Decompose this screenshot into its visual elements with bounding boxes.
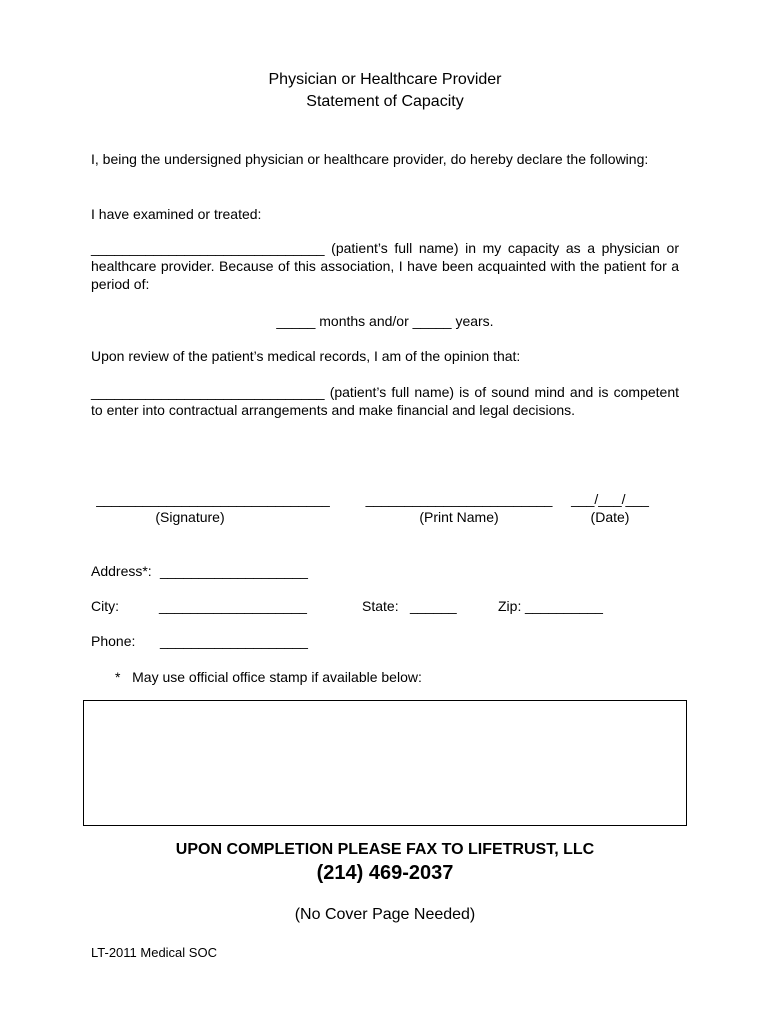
state-label: State: — [362, 598, 399, 614]
address-label: Address*: — [91, 563, 152, 579]
city-field[interactable]: ___________________ — [159, 598, 307, 614]
stamp-box — [83, 700, 687, 826]
date-line[interactable]: ___/___/___ — [571, 491, 649, 507]
phone-label: Phone: — [91, 633, 136, 649]
zip-field[interactable]: __________ — [525, 598, 603, 614]
no-cover-note: (No Cover Page Needed) — [294, 906, 476, 923]
declaration-paragraph: I, being the undersigned physician or healthcare provider, do hereby declare the following: — [91, 151, 649, 167]
zip-label: Zip: — [498, 598, 522, 614]
phone-field[interactable]: ___________________ — [160, 633, 308, 649]
signature-label: (Signature) — [155, 509, 225, 525]
review-line: Upon review of the patient’s medical records, I am of the opinion that: — [91, 348, 521, 364]
city-label: City: — [91, 598, 119, 614]
fax-instruction: UPON COMPLETION PLEASE FAX TO LIFETRUST, LLC — [175, 841, 595, 858]
examined-line: I have examined or treated: — [91, 206, 262, 222]
footer-form-code: LT-2011 Medical SOC — [91, 945, 217, 960]
title-line-2: Statement of Capacity — [306, 93, 464, 110]
fax-number: (214) 469-2037 — [316, 862, 454, 884]
stamp-note: * May use official office stamp if available below: — [115, 669, 422, 685]
print-name-line[interactable]: ________________________ — [365, 491, 553, 507]
state-field[interactable]: ______ — [410, 598, 457, 614]
address-field[interactable]: ___________________ — [160, 563, 308, 579]
title-line-1: Physician or Healthcare Provider — [268, 71, 502, 88]
signature-line[interactable]: ______________________________ — [96, 491, 330, 507]
date-label: (Date) — [590, 509, 630, 525]
print-name-label: (Print Name) — [419, 509, 499, 525]
patient-paragraph: ______________________________ (patient’s full name) in my capacity as a physician or healthcare provider. Because of this association, I have been acquainted with the patient for a period of: — [91, 240, 679, 292]
duration-line: _____ months and/or _____ years. — [276, 313, 494, 329]
competent-paragraph: ______________________________ (patient’s full name) is of sound mind and is competent to enter into contractual arrangements and make financial and legal decisions. — [91, 384, 679, 418]
